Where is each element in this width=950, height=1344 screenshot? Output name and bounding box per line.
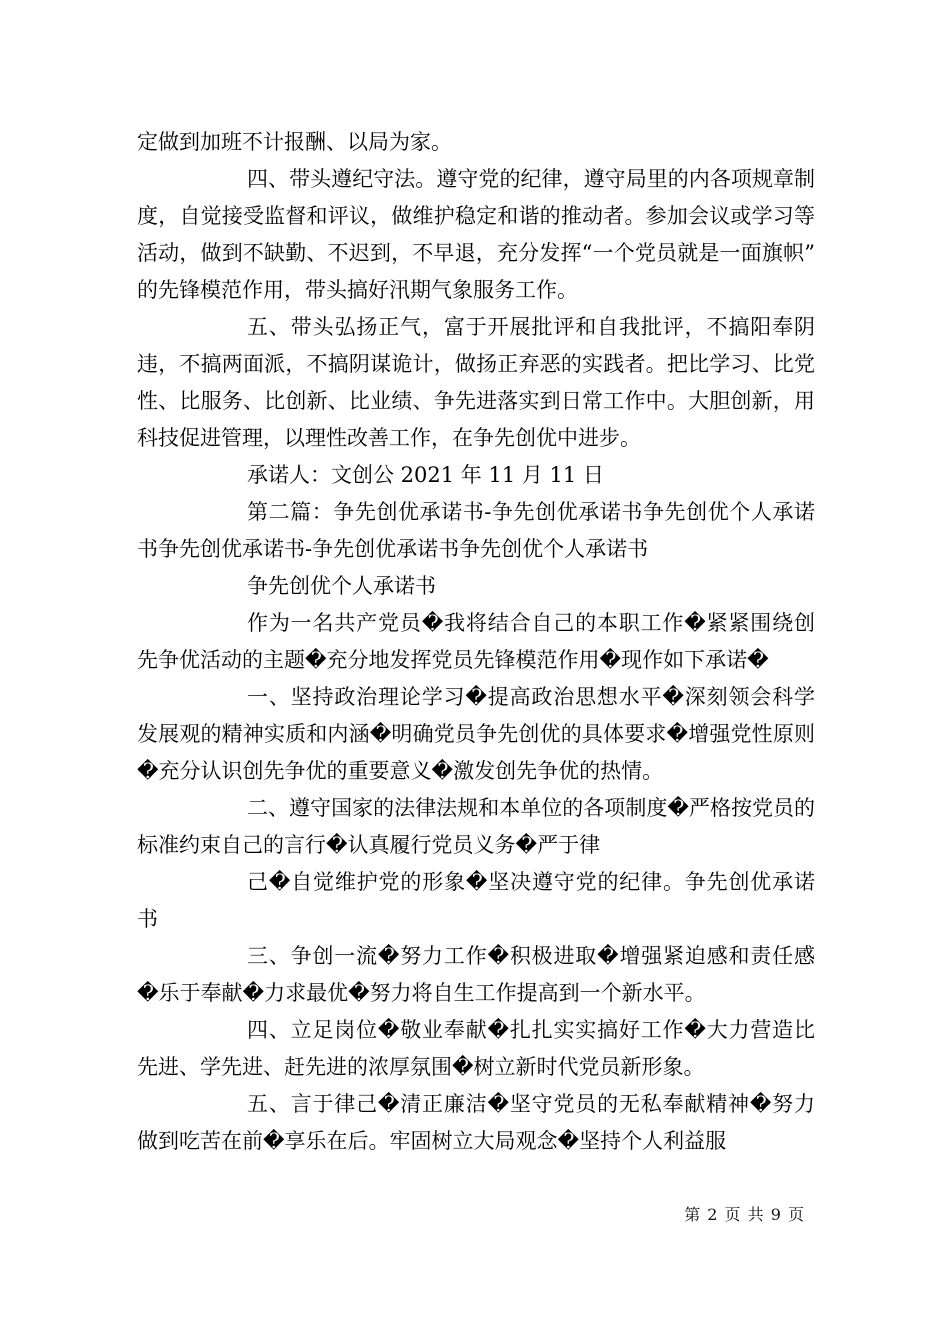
paragraph-second-part-title: 第二篇：争先创优承诺书-争先创优承诺书争先创优个人承诺书争先创优承诺书-争先创优承诺书争先创优个人承诺书 xyxy=(137,500,815,561)
document-body xyxy=(137,124,815,1160)
paragraph-continuation: 定做到加班不计报酬、以局为家。 xyxy=(137,130,452,154)
paragraph-item-four: 四、立足岗位�敬业奉献�扎扎实实搞好工作�大力营造比先进、学先进、赶先进的浓厚氛围�树立新时代党员新形象。 xyxy=(137,1018,815,1079)
page-number-footer: 第 2 页 共 9 页 xyxy=(684,1205,805,1224)
paragraph-item-five: 五、言于律己�清正廉洁�坚守党员的无私奉献精神�努力做到吃苦在前�享乐在后。牢固树立大局观念�坚持个人利益服 xyxy=(137,1092,815,1153)
paragraph-item-two-continued: 己�自觉维护党的形象�坚决遵守党的纪律。争先创优承诺书 xyxy=(137,870,815,931)
paragraph-item-two: 二、遵守国家的法律法规和本单位的各项制度�严格按党员的标准约束自己的言行�认真履行党员义务�严于律 xyxy=(137,796,815,857)
paragraph-item-one: 一、坚持政治理论学习�提高政治思想水平�深刻领会科学发展观的精神实质和内涵�明确党员争先创优的具体要求�增强党性原则�充分认识创先争优的重要意义�激发创先争优的热情。 xyxy=(137,685,815,783)
paragraph-item-four-lead: 四、带头遵纪守法。遵守党的纪律，遵守局里的内各项规章制度，自觉接受监督和评议，做维护稳定和谐的推动者。参加会议或学习等活动，做到不缺勤、不迟到，不早退，充分发挥“一个党员就是一面旗帜”的先锋模范作用，带头搞好汛期气象服务工作。 xyxy=(137,167,815,302)
paragraph-subtitle: 争先创优个人承诺书 xyxy=(247,574,436,598)
paragraph-item-three: 三、争创一流�努力工作�积极进取�增强紧迫感和责任感�乐于奉献�力求最优�努力将自生工作提高到一个新水平。 xyxy=(137,944,815,1005)
paragraph-item-five-lead: 五、带头弘扬正气，富于开展批评和自我批评，不搞阳奉阴违，不搞两面派，不搞阴谋诡计，做扬正弃恶的实践者。把比学习、比党性、比服务、比创新、比业绩、争先进落实到日常工作中。大胆创新，用科技促进管理，以理性改善工作，在争先创优中进步。 xyxy=(137,315,815,450)
paragraph-signature-line: 承诺人：文创公 2021 年 11 月 11 日 xyxy=(247,463,604,487)
paragraph-intro: 作为一名共产党员�我将结合自己的本职工作�紧紧围绕创先争优活动的主题�充分地发挥党员先锋模范作用�现作如下承诺� xyxy=(137,611,815,672)
